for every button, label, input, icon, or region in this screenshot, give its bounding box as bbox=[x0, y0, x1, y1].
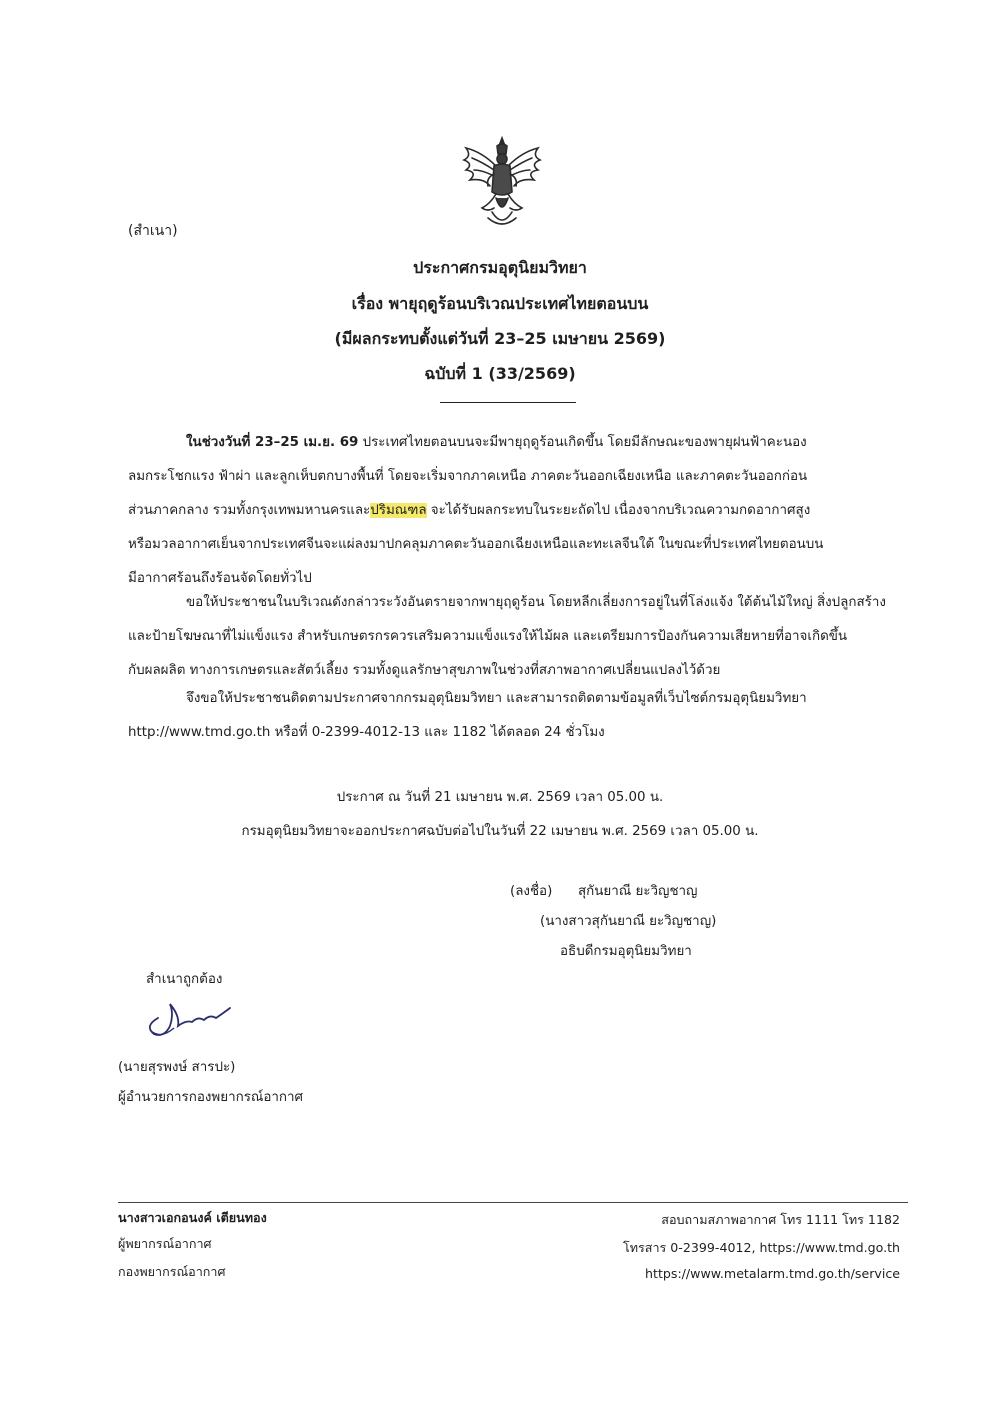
footer-divider bbox=[118, 1202, 908, 1203]
contact-fax-website[interactable]: โทรสาร 0-2399-4012, https://www.tmd.go.th bbox=[622, 1240, 900, 1255]
paragraph-3 bbox=[128, 682, 888, 750]
signed-name: สุกันยาณี ยะวิญชาญ bbox=[578, 884, 698, 899]
certified-copy-label: สำเนาถูกต้อง bbox=[146, 972, 223, 987]
paragraph-1-line-3-a: ส่วนภาคกลาง รวมทั้งกรุงเทพมหานครและ bbox=[128, 503, 371, 518]
paragraph-1-line-1 bbox=[128, 426, 888, 460]
next-issue-note: กรมอุตุนิยมวิทยาจะออกประกาศฉบับต่อไปในวันที่ 22 เมษายน พ.ศ. 2569 เวลา 05.00 น. bbox=[241, 824, 759, 839]
paragraph-2 bbox=[128, 586, 888, 688]
copy-mark: (สำเนา) bbox=[128, 223, 178, 239]
forecaster-name: นางสาวเอกอนงค์ เตียนทอง bbox=[118, 1210, 267, 1225]
paragraph-1-lead: ในช่วงวันที่ 23–25 เม.ย. 69 bbox=[186, 435, 359, 450]
announcement-subject: เรื่อง พายุฤดูร้อนบริเวณประเทศไทยตอนบน bbox=[351, 294, 649, 313]
signatory-position: อธิบดีกรมอุตุนิยมวิทยา bbox=[560, 944, 692, 959]
paragraph-1-line-1-text: ประเทศไทยตอนบนจะมีพายุฤดูร้อนเกิดขึ้น โดยมีลักษณะของพายุฝนฟ้าคะนอง bbox=[358, 435, 807, 450]
announcement-title: ประกาศกรมอุตุนิยมวิทยา bbox=[413, 258, 587, 277]
issued-date: ประกาศ ณ วันที่ 21 เมษายน พ.ศ. 2569 เวลา 05.00 น. bbox=[336, 790, 664, 805]
announcement-issue-number: ฉบับที่ 1 (33/2569) bbox=[424, 364, 576, 383]
signatory-full-name: (นางสาวสุกันยาณี ยะวิญชาญ) bbox=[540, 914, 717, 929]
announcement-effective-period: (มีผลกระทบตั้งแต่วันที่ 23–25 เมษายน 2569) bbox=[334, 329, 666, 348]
paragraph-3-line-2: http://www.tmd.go.th หรือที่ 0-2399-4012-13 และ 1182 ได้ตลอด 24 ชั่วโมง bbox=[128, 725, 605, 740]
forecaster-division: กองพยากรณ์อากาศ bbox=[118, 1264, 226, 1279]
paragraph-1-line-4: หรือมวลอากาศเย็นจากประเทศจีนจะแผ่ลงมาปกคลุมภาคตะวันออกเฉียงเหนือและทะเลจีนใต้ ในขณะที่ประเทศไทยตอนบน bbox=[128, 537, 824, 552]
paragraph-1-line-3 bbox=[128, 494, 888, 528]
metalarm-link[interactable]: https://www.metalarm.tmd.go.th/service bbox=[645, 1266, 900, 1281]
forecaster-role: ผู้พยากรณ์อากาศ bbox=[118, 1236, 212, 1251]
signed-label: (ลงชื่อ) bbox=[510, 884, 553, 899]
certifier-name: (นายสุรพงษ์ สารปะ) bbox=[118, 1060, 236, 1075]
highlighted-word: ปริมณฑล bbox=[370, 503, 427, 518]
paragraph-1 bbox=[128, 426, 888, 596]
paragraph-2-line-1: ขอให้ประชาชนในบริเวณดังกล่าวระวังอันตรายจากพายุฤดูร้อน โดยหลีกเลี่ยงการอยู่ในที่โล่งแจ้ง ใต้ต้นไม้ใหญ่ สิ่งปลูกสร้าง bbox=[186, 595, 886, 610]
paragraph-1-line-3-b: จะได้รับผลกระทบในระยะถัดไป เนื่องจากบริเวณความกดอากาศสูง bbox=[426, 503, 811, 518]
handwritten-signature-icon bbox=[140, 996, 240, 1042]
paragraph-1-line-5: มีอากาศร้อนถึงร้อนจัดโดยทั่วไป bbox=[128, 571, 312, 586]
paragraph-1-line-2: ลมกระโชกแรง ฟ้าผ่า และลูกเห็บตกบางพื้นที่ โดยจะเริ่มจากภาคเหนือ ภาคตะวันออกเฉียงเหนือ และภาคตะวันออกก่อน bbox=[128, 469, 808, 484]
paragraph-2-line-2: และป้ายโฆษณาที่ไม่แข็งแรง สำหรับเกษตรกรควรเสริมความแข็งแรงให้ไม้ผล และเตรียมการป้องกันความเสียหายที่อาจเกิดขึ้น bbox=[128, 629, 848, 644]
paragraph-3-line-1: จึงขอให้ประชาชนติดตามประกาศจากกรมอุตุนิยมวิทยา และสามารถติดตามข้อมูลที่เว็บไซต์กรมอุตุนิยมวิทยา bbox=[186, 691, 807, 706]
contact-phone: สอบถามสภาพอากาศ โทร 1111 โทร 1182 bbox=[661, 1212, 900, 1227]
garuda-emblem-icon bbox=[452, 134, 552, 230]
title-divider bbox=[440, 402, 576, 403]
certifier-position: ผู้อำนวยการกองพยากรณ์อากาศ bbox=[118, 1090, 304, 1105]
paragraph-2-line-3: กับผลผลิต ทางการเกษตรและสัตว์เลี้ยง รวมทั้งดูแลรักษาสุขภาพในช่วงที่สภาพอากาศเปลี่ยนแปลงไว้ด้วย bbox=[128, 663, 721, 678]
